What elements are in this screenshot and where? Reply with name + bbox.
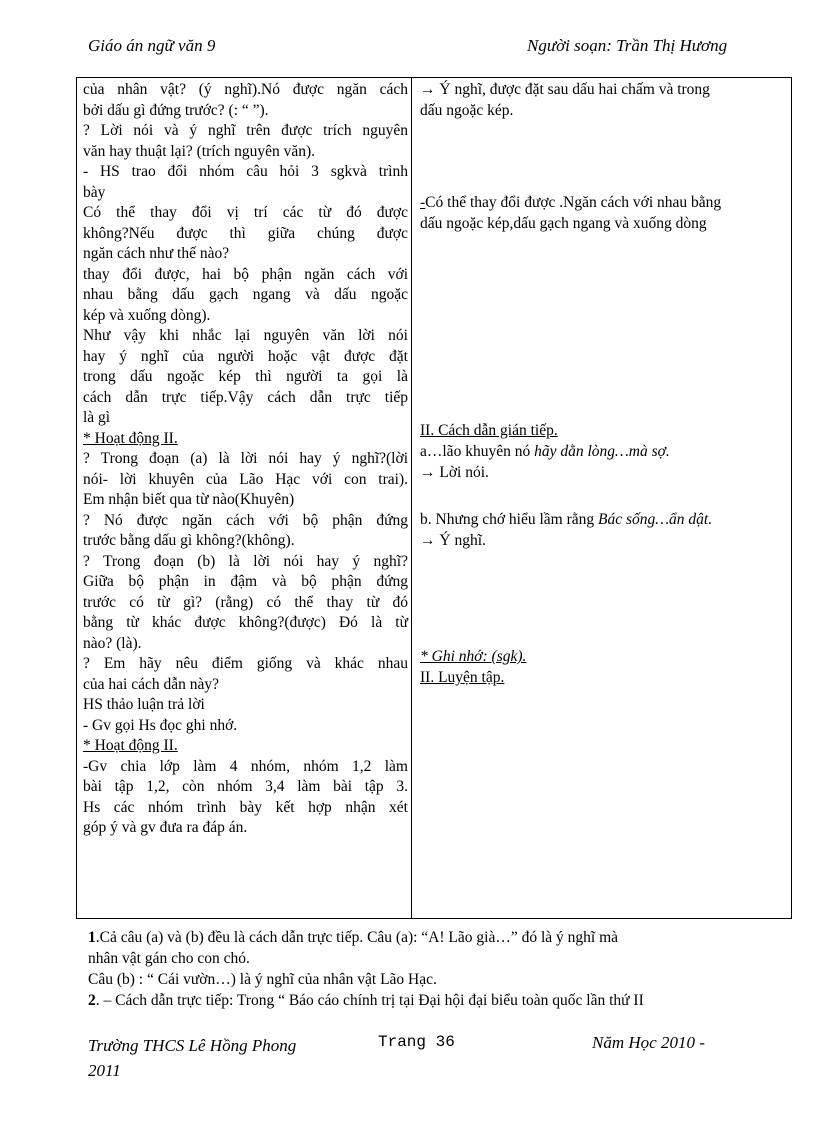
left-line: -Gv chia lớp làm 4 nhóm, nhóm 1,2 làm [83,757,408,775]
left-line: hay ý nghĩ của người hoặc vật được đặt [83,347,408,365]
left-line: ? Lời nói và ý nghĩ trên được trích nguyên [83,122,408,139]
ghi-nho-note: * Ghi nhớ: (sgk). [420,648,527,665]
example-a-quote: hãy dằn lòng…mà sợ. [534,443,670,460]
left-line: ? Trong đoạn (a) là lời nói hay ý nghĩ?(lời [83,450,408,467]
footer-year-wrap: 2011 [88,1061,121,1080]
left-line: bày [83,183,106,201]
left-line: nói- lời khuyên của Lão Hạc với con trai). [83,470,408,488]
example-b-quote: Bác sống…ẩn dật. [598,511,713,528]
left-line: bài tập 1,2, còn nhóm 3,4 làm bài tập 3. [83,778,408,795]
left-line: bởi dấu gì đứng trước? (: “ ”). [83,101,269,119]
left-line: nhau bằng dấu gạch ngang và dấu ngoặc [83,286,408,303]
left-line: của hai cách dẫn này? [83,675,219,693]
section-title-luyen-tap: II. Luyện tập. [420,669,505,686]
footer-school [88,1033,338,1083]
left-line: văn hay thuật lại? (trích nguyên văn). [83,142,315,160]
example-b-result: → Ý nghĩ. [420,532,486,549]
left-line: thay đổi được, hai bộ phận ngăn cách với [83,265,408,283]
answer-text: .Cả câu (a) và (b) đều là cách dẫn trực tiếp. Câu (a): “A! Lão già…” đó là ý nghĩ mà [95,929,619,946]
footer-school-name: Trường THCS Lê Hồng Phong [88,1036,297,1055]
left-line: Hs các nhóm trình bày kết hợp nhận xét [83,798,408,816]
left-line: cách dẫn trực tiếp.Vậy cách dẫn trực tiếp [83,388,408,406]
left-line: Giữa bộ phận in đậm và bộ phận đứng [83,573,408,590]
answer-number: 2 [88,992,96,1009]
dash-mark: - [420,194,426,211]
left-line: là gì [83,409,111,426]
answer-text: . – Cách dẫn trực tiếp: Trong “ Báo cáo chính trị tại Đại hội đại biểu toàn quốc lần thứ II [95,992,644,1009]
section-title-gian-tiep: II. Cách dẫn gián tiếp. [420,422,558,439]
right-line [420,193,788,214]
left-line: trong dấu ngoặc kép thì người ta gọi là [83,368,408,385]
left-line: Có thể thay đổi vị trí các từ đó được [83,204,408,221]
left-line: kép và xuống dòng). [83,306,211,324]
left-line: nào? (là). [83,634,142,652]
answer-line [88,990,788,1011]
left-line: ? Nó được ngăn cách với bộ phận đứng [83,511,408,529]
section-heading-hoat-dong: * Hoạt động II. [83,429,178,447]
answer-number: 1 [88,929,96,946]
left-line: - HS trao đổi nhóm câu hỏi 3 sgkvà trình [83,163,408,180]
page-number: Trang 36 [378,1033,455,1051]
left-line: HS thảo luận trả lời [83,696,205,713]
left-line: trước bằng dấu gì không?(không). [83,532,295,549]
section-heading-hoat-dong: * Hoạt động II. [83,737,178,754]
header-left: Giáo án ngữ văn 9 [88,36,216,55]
example-b-text: b. Nhưng chớ hiểu lầm rằng [420,511,599,528]
lesson-table [76,77,792,919]
exercise-answers [88,927,788,1011]
left-line: ? Trong đoạn (b) là lời nói hay ý nghĩ? [83,552,408,570]
left-line: bằng từ khác được không?(được) Đó là từ [83,614,408,631]
left-column [83,80,408,839]
left-line: của nhân vật? (ý nghĩ).Nó được ngăn cách [83,81,408,98]
answer-line [88,927,788,948]
answer-line: nhân vật gán cho con chó. [88,950,250,967]
column-divider [411,78,412,918]
example-a-text: a…lão khuyên nó [420,443,535,460]
left-line: Như vậy khi nhắc lại nguyên văn lời nói [83,327,408,344]
left-line: góp ý và gv đưa ra đáp án. [83,819,248,836]
right-line: dấu ngoặc kép,dấu gạch ngang và xuống dòng [420,215,707,232]
right-text: Có thể thay đổi được .Ngăn cách với nhau bằng [425,194,722,211]
left-line: - Gv gọi Hs đọc ghi nhớ. [83,716,238,734]
left-line: không?Nếu được thì giữa chúng được [83,224,408,242]
footer-school-year: Năm Học 2010 - [592,1033,705,1052]
left-line: Em nhận biết qua từ nào(Khuyên) [83,491,295,508]
left-line: ngăn cách như thế nào? [83,245,230,262]
example-a [420,442,788,463]
answer-line: Câu (b) : “ Cái vườn…) là ý nghĩ của nhân vật Lão Hạc. [88,971,437,988]
right-line: → Ý nghĩ, được đặt sau dấu hai chấm và trong [420,81,710,98]
left-line: ? Em hãy nêu điểm giống và khác nhau [83,655,408,672]
example-a-result: → Lời nói. [420,464,489,481]
left-line: trước có từ gì? (rằng) có thể thay từ đó [83,593,408,611]
example-b [420,510,788,531]
header-right: Người soạn: Trần Thị Hương [527,36,728,55]
right-line: dấu ngoặc kép. [420,101,514,119]
